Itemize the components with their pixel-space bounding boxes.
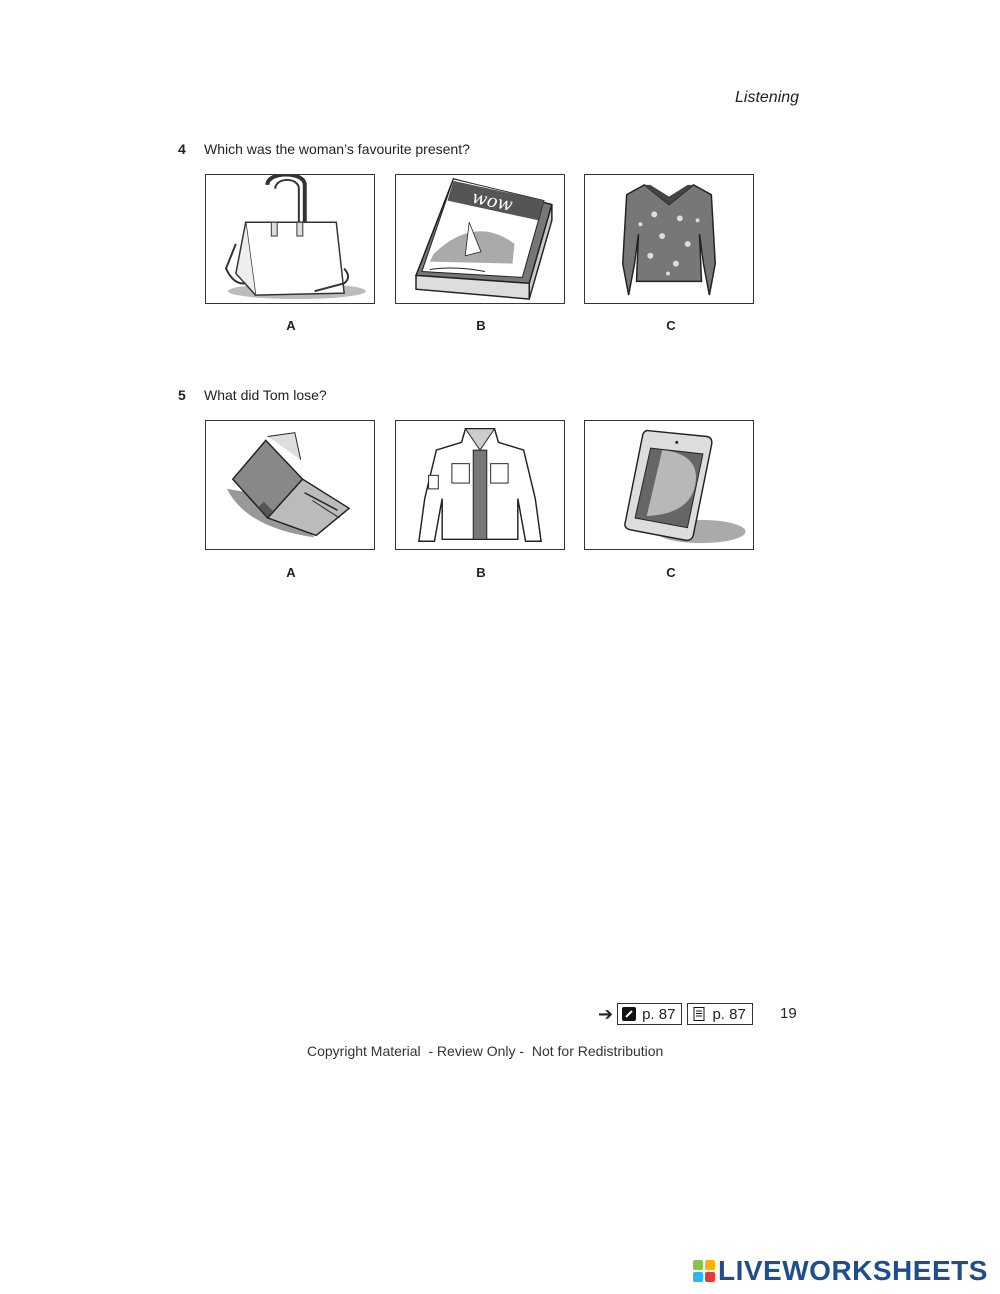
q5-option-b-jacket[interactable] — [395, 420, 565, 550]
option-letter: C — [666, 318, 676, 333]
question-number: 5 — [178, 387, 186, 403]
option-letter: B — [476, 565, 486, 580]
q4-option-b-book[interactable] — [395, 174, 565, 304]
jacket-icon — [396, 421, 564, 549]
page-references — [598, 1003, 758, 1025]
audio-reference-page: p. 87 — [642, 1005, 676, 1023]
sweater-icon — [585, 175, 753, 303]
book-icon — [396, 175, 564, 303]
question-text: What did Tom lose? — [204, 387, 327, 403]
transcript-reference-page: p. 87 — [712, 1005, 746, 1023]
q5-option-c-phone[interactable] — [584, 420, 754, 550]
page-number: 19 — [780, 1005, 797, 1022]
option-letter: A — [286, 565, 296, 580]
document-icon — [692, 1007, 706, 1021]
brand-name: LIVEWORKSHEETS — [718, 1255, 988, 1286]
wallet-icon — [206, 421, 374, 549]
option-letter: B — [476, 318, 486, 333]
audio-icon — [622, 1007, 636, 1021]
arrow-right-icon: ➔ — [598, 1003, 614, 1024]
copyright-notice: Copyright Material - Review Only - Not for Redistribution — [307, 1043, 664, 1059]
liveworksheets-mark-icon — [693, 1260, 715, 1282]
option-letter: C — [666, 565, 676, 580]
section-title: Listening — [735, 89, 800, 106]
q5-option-a-wallet[interactable] — [205, 420, 375, 550]
q4-option-c-sweater[interactable] — [584, 174, 754, 304]
question-4 — [178, 141, 470, 157]
svg-text:wow: wow — [470, 187, 515, 216]
q4-option-a-handbag[interactable] — [205, 174, 375, 304]
question-5 — [178, 387, 327, 403]
transcript-reference[interactable] — [687, 1003, 752, 1025]
liveworksheets-logo[interactable] — [693, 1255, 988, 1287]
question-number: 4 — [178, 141, 186, 157]
handbag-icon — [206, 175, 374, 303]
question-text: Which was the woman’s favourite present? — [204, 141, 470, 157]
audio-reference[interactable] — [617, 1003, 682, 1025]
phone-icon — [585, 421, 753, 549]
option-letter: A — [286, 318, 296, 333]
